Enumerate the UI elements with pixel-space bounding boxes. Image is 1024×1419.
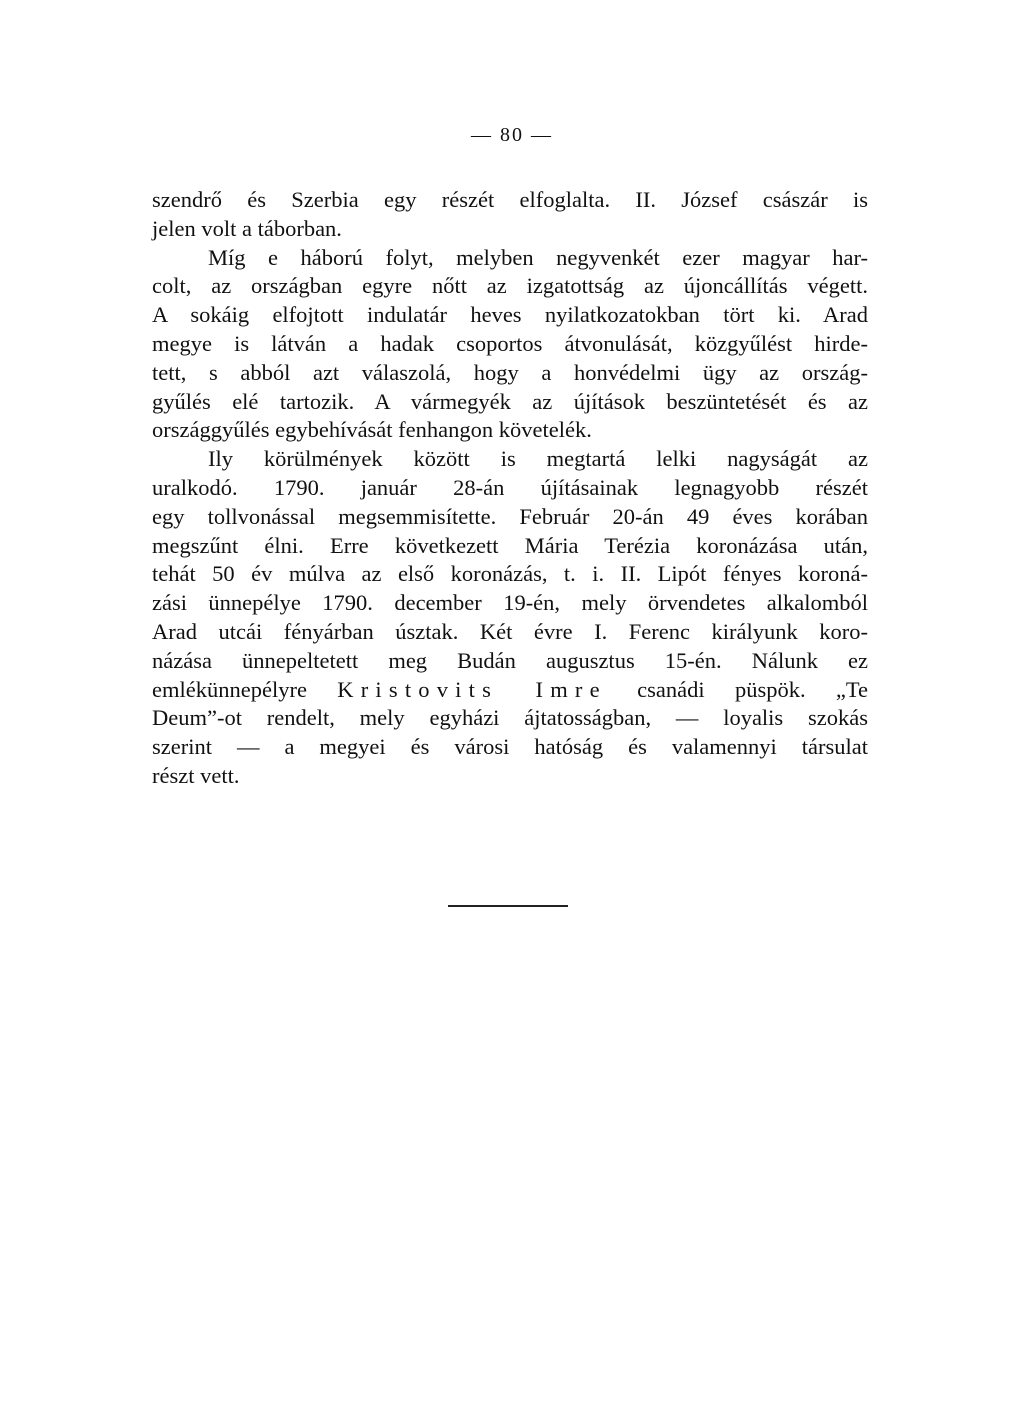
text-line: A sokáig elfojtott indulatár heves nyilatkozatokban tört ki. Arad <box>152 302 868 328</box>
text-line: országgyűlés egybehívását fenhangon követelék. <box>152 417 592 443</box>
text-line: jelen volt a táborban. <box>152 215 342 241</box>
text-line: Deum”-ot rendelt, mely egyházi ájtatosságban, — loyalis szokás <box>152 705 868 731</box>
spaced-name: Kristovits Imre <box>337 676 607 702</box>
text-line: részt vett. <box>152 762 240 788</box>
text-line: szerint — a megyei és városi hatóság és valamennyi társulat <box>152 734 868 760</box>
text-line: Míg e háború folyt, melyben negyvenkét ezer magyar har- <box>208 244 868 270</box>
text-line: názása ünnepeltetett meg Budán augusztus 15-én. Nálunk ez <box>152 647 868 673</box>
text-line <box>152 676 868 705</box>
page-number: — 80 — <box>471 124 553 146</box>
text-line: gyűlés elé tartozik. A vármegyék az újítások beszüntetését és az <box>152 388 868 414</box>
text-line: zási ünnepélye 1790. december 19-én, mely örvendetes alkalomból <box>152 590 868 616</box>
text-line: uralkodó. 1790. január 28-án újításainak legnagyobb részét <box>152 474 868 500</box>
text-line: egy tollvonással megsemmisítette. Február 20-án 49 éves korában <box>152 503 868 529</box>
text-line-part: csanádi püspök. „Te <box>637 676 869 702</box>
text-line: megszűnt élni. Erre következett Mária Terézia koronázása után, <box>152 532 868 558</box>
text-line: Arad utcái fényárban úsztak. Két évre I. Ferenc királyunk koro- <box>152 618 868 644</box>
text-line-part: emlékünnepélyre <box>152 676 307 702</box>
text-line: tett, s abból azt válaszolá, hogy a honvédelmi ügy az ország- <box>152 359 868 385</box>
body-text <box>152 186 868 791</box>
text-line: szendrő és Szerbia egy részét elfoglalta. II. József császár is <box>152 187 868 212</box>
section-rule <box>448 905 568 907</box>
text-line: colt, az országban egyre nőtt az izgatottság az újoncállítás végett. <box>152 273 868 299</box>
text-line: tehát 50 év múlva az első koronázás, t. i. II. Lipót fényes koroná- <box>152 561 868 587</box>
text-line: megye is látván a hadak csoportos átvonulását, közgyűlést hirde- <box>152 330 868 356</box>
text-line: Ily körülmények között is megtartá lelki nagyságát az <box>208 446 868 472</box>
